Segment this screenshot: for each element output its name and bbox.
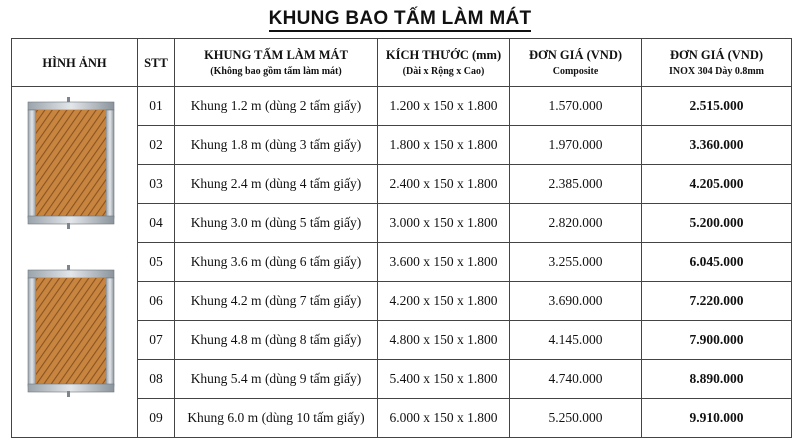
cell-size: 1.200 x 150 x 1.800 [378,87,510,126]
cell-stt: 05 [138,243,175,282]
cell-price-inox: 7.900.000 [642,321,792,360]
cell-price-inox: 8.890.000 [642,360,792,399]
header-row [12,39,792,87]
cell-price-inox: 6.045.000 [642,243,792,282]
cell-price-composite: 2.820.000 [510,204,642,243]
cell-size: 3.000 x 150 x 1.800 [378,204,510,243]
cell-size: 6.000 x 150 x 1.800 [378,399,510,438]
cell-price-composite: 3.255.000 [510,243,642,282]
cell-price-composite: 1.570.000 [510,87,642,126]
cell-price-composite: 5.250.000 [510,399,642,438]
cell-price-composite: 4.740.000 [510,360,642,399]
cell-stt: 06 [138,282,175,321]
header-frame: KHUNG TẤM LÀM MÁT (Không bao gồm tấm làm mát) [175,39,378,87]
table-row [12,87,792,126]
cell-frame: Khung 6.0 m (dùng 10 tấm giấy) [175,399,378,438]
cell-stt: 04 [138,204,175,243]
cell-price-inox: 9.910.000 [642,399,792,438]
cell-price-inox: 2.515.000 [642,87,792,126]
cell-size: 2.400 x 150 x 1.800 [378,165,510,204]
cell-price-inox: 5.200.000 [642,204,792,243]
cell-price-inox: 7.220.000 [642,282,792,321]
header-price-composite: ĐƠN GIÁ (VND) Composite [510,39,642,87]
cell-size: 4.200 x 150 x 1.800 [378,282,510,321]
cell-stt: 09 [138,399,175,438]
cooling-pad-frame-image [24,97,118,229]
cell-stt: 07 [138,321,175,360]
cell-price-composite: 2.385.000 [510,165,642,204]
cell-frame: Khung 2.4 m (dùng 4 tấm giấy) [175,165,378,204]
cooling-pad-frame-image [24,265,118,397]
cell-size: 3.600 x 150 x 1.800 [378,243,510,282]
price-table [11,38,792,438]
cell-price-composite: 3.690.000 [510,282,642,321]
cell-frame: Khung 5.4 m (dùng 9 tấm giấy) [175,360,378,399]
cell-stt: 08 [138,360,175,399]
cell-stt: 02 [138,126,175,165]
cell-frame: Khung 3.0 m (dùng 5 tấm giấy) [175,204,378,243]
cell-frame: Khung 1.2 m (dùng 2 tấm giấy) [175,87,378,126]
header-stt: STT [138,39,175,87]
cell-price-inox: 4.205.000 [642,165,792,204]
header-size: KÍCH THƯỚC (mm) (Dài x Rộng x Cao) [378,39,510,87]
cell-size: 1.800 x 150 x 1.800 [378,126,510,165]
cell-size: 5.400 x 150 x 1.800 [378,360,510,399]
cell-stt: 03 [138,165,175,204]
header-price-inox: ĐƠN GIÁ (VND) INOX 304 Dày 0.8mm [642,39,792,87]
cell-frame: Khung 3.6 m (dùng 6 tấm giấy) [175,243,378,282]
cell-price-composite: 1.970.000 [510,126,642,165]
cell-frame: Khung 4.8 m (dùng 8 tấm giấy) [175,321,378,360]
header-image: HÌNH ẢNH [12,39,138,87]
page-title: KHUNG BAO TẤM LÀM MÁT [0,8,800,30]
cell-price-composite: 4.145.000 [510,321,642,360]
cell-size: 4.800 x 150 x 1.800 [378,321,510,360]
cell-frame: Khung 1.8 m (dùng 3 tấm giấy) [175,126,378,165]
cell-stt: 01 [138,87,175,126]
product-image-cell [12,87,138,438]
cell-frame: Khung 4.2 m (dùng 7 tấm giấy) [175,282,378,321]
cell-price-inox: 3.360.000 [642,126,792,165]
